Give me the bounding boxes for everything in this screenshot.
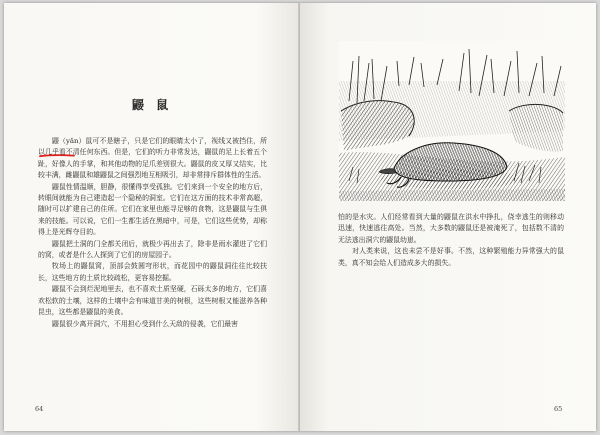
right-body-text bbox=[338, 212, 564, 269]
mole-illustration bbox=[339, 41, 565, 201]
left-page bbox=[4, 3, 300, 431]
book-spread bbox=[4, 3, 596, 431]
paragraph: 牧场上的鼹鼠窝，顶部会鼓圆穹形状，而花园中的鼹鼠洞往往比较扶长，这些地方的土质比较疏松，更容易挖掘。 bbox=[38, 262, 267, 282]
paragraph: 鼹鼠把土洞的门全都关闭后，就极少再出去了，除非是雨水灌进了它们的窝，或者是什么人探到了它们的房屋园子。 bbox=[38, 239, 267, 260]
paragraph: 鼹（yǎn）鼠可不是瞎子，只是它们的眼睛太小了，视线又被挡住，所以几乎看不清任何东西。但是，它们的听力非常发达，鼹鼠的足上长着五个趾，好像人的手掌，和其他动物的足爪差别很大。鼹鼠的皮又厚又结实，比较丰满，雌鼹鼠和雄鼹鼠之间强烈地互相吸引，却非常排斥群体性的生活。 bbox=[38, 137, 267, 180]
chapter-title: 鼹 鼠 bbox=[131, 98, 173, 112]
page-number-left: 64 bbox=[35, 405, 44, 413]
paragraph: 鼹鼠很少离开洞穴，不用担心受到什么天敌的侵袭，它们最害 bbox=[52, 319, 239, 328]
paragraph: 鼹鼠不会到烂泥地里去，也不喜欢土质坚硬，石砾太多的地方，它们喜欢松软的土壤，这样的土壤中会有味道甘美的树根，这些树根又能滋养各种昆虫，这些都是鼹鼠的美食。 bbox=[38, 285, 267, 317]
page-number-right: 65 bbox=[554, 405, 563, 413]
paragraph: 怕的是水灾。人们经常看到大量的鼹鼠在洪水中挣扎，侥幸逃生的则移动迅速，快速逃往高处。当然，大多数的鼹鼠还是被淹死了，包括数不清的无法逃出洞穴的鼹鼠幼崽。 bbox=[338, 213, 564, 244]
right-page bbox=[300, 3, 596, 431]
left-body-text bbox=[38, 136, 267, 330]
paragraph: 对人类来说，这也未尝不是好事。不然，这种繁殖能力异常强大的鼠类，真不知会给人们造成多大的损失。 bbox=[338, 247, 564, 267]
paragraph: 鼹鼠性情温顺，胆静，很懂得享受孤独。它们来到一个安全的地方后，转眼间就能为自己建造起一个隐秘的洞室。它们在这方面的技术非常高超，随时可以扩建自己的住所。它们在家里也能寻足够的食物，这是鼹鼠与生俱来的技能。可以说，它们一生都生活在黑暗中，可是，它们这些优势，却称得上是光辉夺目的。 bbox=[38, 182, 267, 237]
